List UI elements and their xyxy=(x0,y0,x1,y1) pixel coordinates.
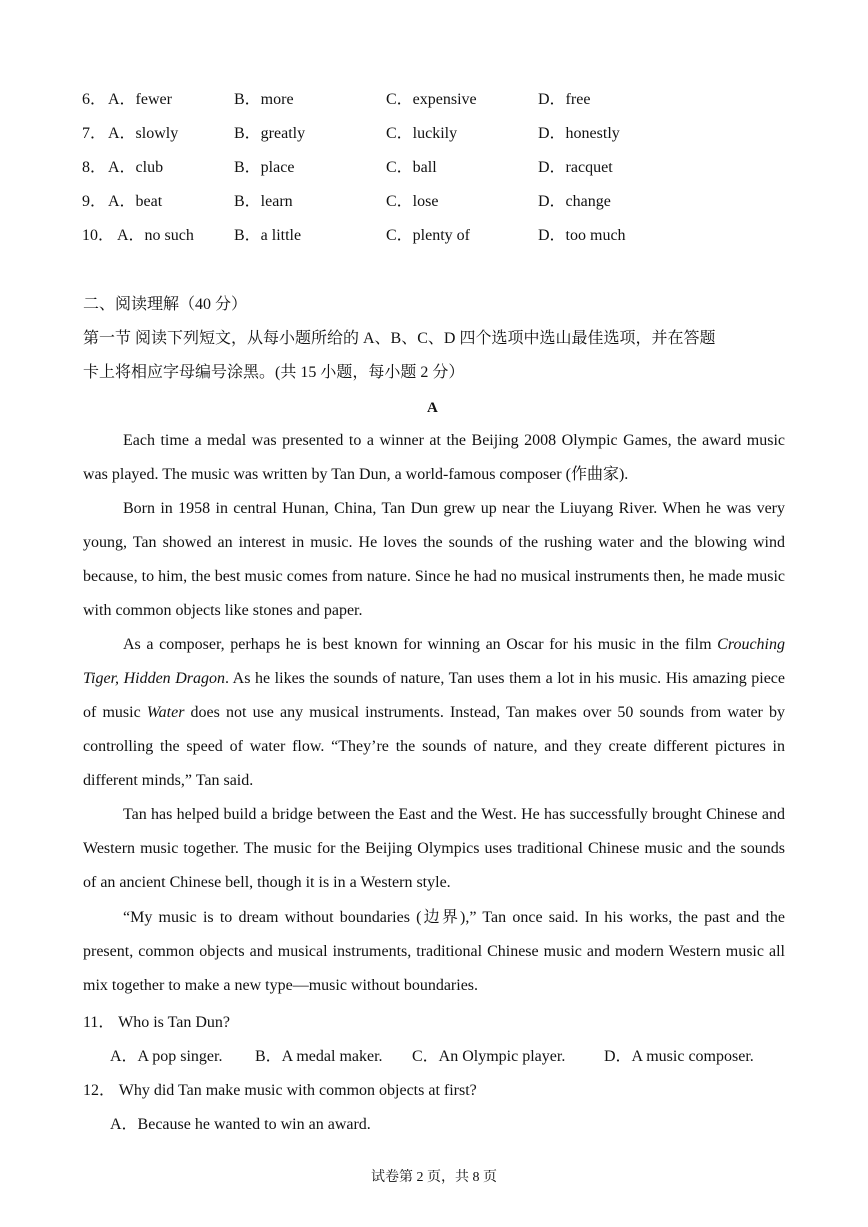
section-title: 二、阅读理解（40 分） xyxy=(83,296,248,313)
option-a: A．beat xyxy=(108,193,163,210)
option-d: D．change xyxy=(538,193,611,210)
question-11-option-a: A．A pop singer. xyxy=(110,1048,223,1065)
question-11: 11． Who is Tan Dun? xyxy=(83,1014,231,1031)
option-d: D．too much xyxy=(538,227,626,244)
option-b: B．learn xyxy=(234,193,293,210)
passage-paragraph-4: Tan has helped build a bridge between the East and the West. He has successfully brought Chinese and Western music together. The music for the Beijing Olympics uses traditional Chinese music and the sounds of an ancient Chinese bell, though it is in a Western style. xyxy=(83,806,785,891)
passage-paragraph-3: As a composer, perhaps he is best known for winning an Oscar for his music in the film Crouching Tiger, Hidden Dragon. As he likes the sounds of nature, Tan uses them a lot in his music. His amazing piece of music Water does not use any musical instruments. Instead, Tan makes over 50 sounds from water by controlling the speed of water flow. “They’re the sounds of nature, and they create different pictures in different minds,” Tan said. xyxy=(83,636,785,789)
option-b: B．greatly xyxy=(234,125,306,142)
question-11-option-c: C．An Olympic player. xyxy=(412,1048,566,1065)
option-a: A．club xyxy=(108,159,164,176)
option-c: C．expensive xyxy=(386,91,477,108)
passage-paragraph-2: Born in 1958 in central Hunan, China, Tan Dun grew up near the Liuyang River. When he was very young, Tan showed an interest in music. He loves the sounds of the rushing water and the blowing wind because, to him, the best music comes from nature. Since he had no musical instruments then, he made music with common objects like stones and paper. xyxy=(83,500,785,619)
option-c: C．luckily xyxy=(386,125,458,142)
question-12-option-a: A．Because he wanted to win an award. xyxy=(110,1116,371,1133)
option-d: D．racquet xyxy=(538,159,613,176)
passage-label: A xyxy=(427,400,438,416)
option-c: C．lose xyxy=(386,193,439,210)
section-instruction: 第一节 阅读下列短文，从每小题所给的 A、B、C、D 四个选项中选山最佳选项，并在答题 xyxy=(83,330,716,347)
option-d: D．honestly xyxy=(538,125,620,142)
option-b: B．more xyxy=(234,91,294,108)
question-number: 7． xyxy=(82,125,107,142)
question-number: 9． xyxy=(82,193,107,210)
option-b: B．a little xyxy=(234,227,302,244)
question-number: 8． xyxy=(82,159,107,176)
question-11-option-b: B．A medal maker. xyxy=(255,1048,383,1065)
passage-paragraph-5: “My music is to dream without boundaries (边界),” Tan once said. In his works, the past and the present, common objects and musical instruments, traditional Chinese music and modern Western music all mix together to make a new type—music without boundaries. xyxy=(83,909,785,994)
section-instruction-cont: 卡上将相应字母编号涂黑。(共 15 小题，每小题 2 分） xyxy=(83,364,465,381)
question-number: 6． xyxy=(82,91,107,108)
question-12: 12． Why did Tan make music with common objects at first? xyxy=(83,1082,477,1099)
page-footer: 试卷第 2 页，共 8 页 xyxy=(371,1170,497,1185)
option-c: C．ball xyxy=(386,159,437,176)
option-a: A．no such xyxy=(117,227,194,244)
option-d: D．free xyxy=(538,91,591,108)
passage-paragraph-1: Each time a medal was presented to a winner at the Beijing 2008 Olympic Games, the award music was played. The music was written by Tan Dun, a world-famous composer (作曲家). xyxy=(83,432,785,483)
option-a: A．fewer xyxy=(108,91,172,108)
film-title: Crouching Tiger, Hidden Dragon xyxy=(83,636,785,687)
option-c: C．plenty of xyxy=(386,227,470,244)
option-b: B．place xyxy=(234,159,295,176)
question-11-option-d: D．A music composer. xyxy=(604,1048,754,1065)
question-number: 10． xyxy=(82,227,115,244)
music-piece-title: Water xyxy=(146,704,185,721)
option-a: A．slowly xyxy=(108,125,179,142)
